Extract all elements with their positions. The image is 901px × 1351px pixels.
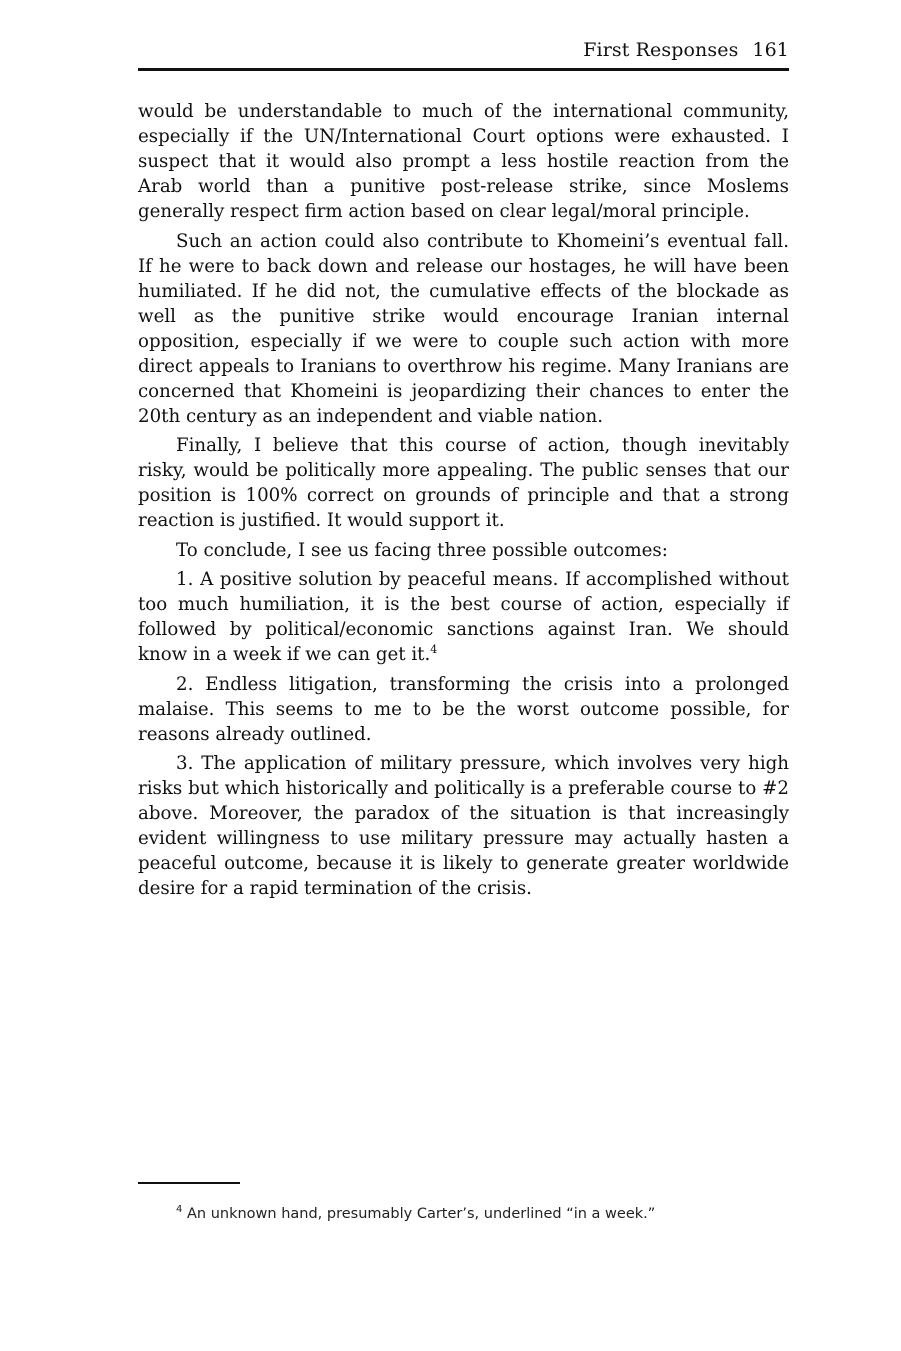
outcome-1-text: 1. A positive solution by peaceful means. If accomplished without too much humiliation, it is the best course of action, especially if followed by political/economic sanctions against Iran. We should know in a week if we can get it.	[138, 569, 789, 665]
running-header	[138, 36, 789, 64]
footnote-reference[interactable]: 4	[430, 642, 438, 656]
body-text	[138, 99, 789, 906]
paragraph-khomeini-fall: Such an action could also contribute to Khomeini’s eventual fall. If he were to back down and release our hostages, he will have been humiliated. If he did not, the cumulative effects of the blockade as well as the punitive strike would encourage Iranian internal opposition, especially if we were to couple such action with more direct appeals to Iranians to overthrow his regime. Many Iranians are concerned that Khomeini is jeopardizing their chances to enter the 20th century as an independent and viable nation.	[138, 230, 789, 427]
footnote-marker: 4	[176, 1204, 183, 1216]
paragraph-outcome-2: 2. Endless litigation, transforming the crisis into a prolonged malaise. This seems to me to be the worst outcome possible, for reasons already outlined.	[138, 673, 789, 745]
footnote	[176, 1204, 789, 1224]
running-title: First Responses	[583, 39, 739, 61]
header-rule	[138, 68, 789, 71]
paragraph-outcome-1	[138, 567, 789, 667]
paragraph-political-appeal: Finally, I believe that this course of action, though inevitably risky, would be politically more appealing. The public senses that our position is 100% correct on grounds of principle and that a strong reaction is justified. It would support it.	[138, 435, 789, 531]
footnote-rule	[138, 1182, 240, 1184]
page-number: 161	[752, 39, 789, 61]
paragraph-conclusion-intro: To conclude, I see us facing three possible outcomes:	[176, 539, 668, 561]
footnote-text: An unknown hand, presumably Carter’s, underlined “in a week.”	[186, 1206, 656, 1222]
paragraph-outcome-3: 3. The application of military pressure, which involves very high risks but which historically and politically is a preferable course to #2 above. Moreover, the paradox of the situation is that increasingly evident willingness to use military pressure may actually hasten a peaceful outcome, because it is likely to generate greater worldwide desire for a rapid termination of the crisis.	[138, 753, 789, 899]
paragraph-continuation: would be understandable to much of the international community, especially if the UN/International Court options were exhausted. I suspect that it would also prompt a less hostile reaction from the Arab world than a punitive post-release strike, since Moslems generally respect firm action based on clear legal/moral principle.	[138, 101, 789, 222]
